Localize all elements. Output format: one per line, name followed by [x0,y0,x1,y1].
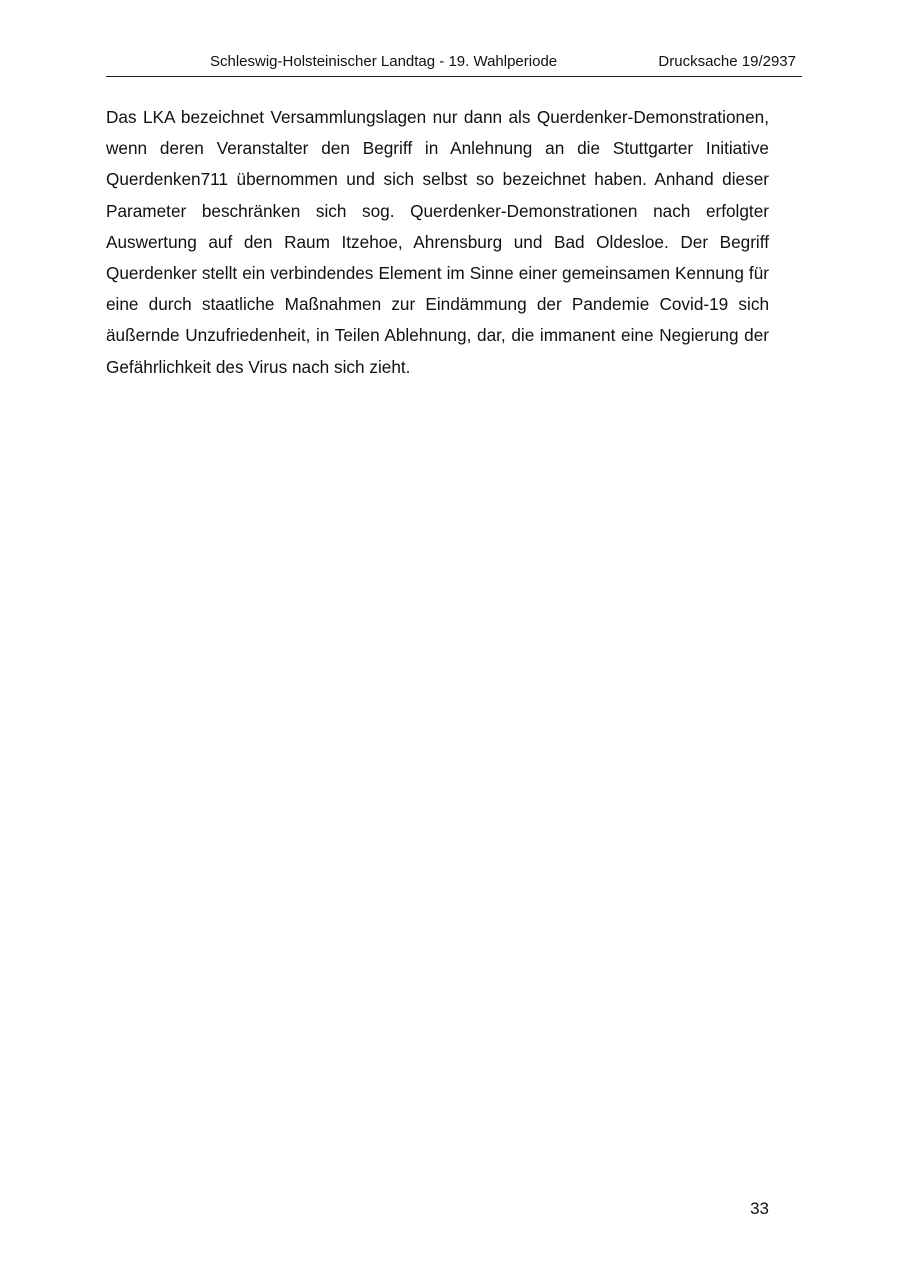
body-paragraph: Das LKA bezeichnet Versammlungslagen nur dann als Querdenker-Demonstrationen, wenn deren Veranstalter den Begriff in Anlehnung an die Stuttgarter Initiative Querdenken711 übernommen und sich selbst so bezeichnet haben. Anhand dieser Parameter beschränken sich sog. Querdenker-Demonstrationen nach erfolgter Auswertung auf den Raum Itzehoe, Ahrensburg und Bad Oldesloe. Der Begriff Querdenker stellt ein verbindendes Element im Sinne einer gemeinsamen Kennung für eine durch staatliche Maßnahmen zur Eindämmung der Pandemie Covid-19 sich äußernde Unzufriedenheit, in Teilen Ablehnung, dar, die immanent eine Negierung der Gefährlichkeit des Virus nach sich zieht. [106,107,769,377]
document-number: Drucksache 19/2937 [658,53,796,70]
header-title: Schleswig-Holsteinischer Landtag - 19. Wahlperiode [210,53,558,70]
page-number: 33 [750,1199,769,1218]
page-header [106,50,802,77]
